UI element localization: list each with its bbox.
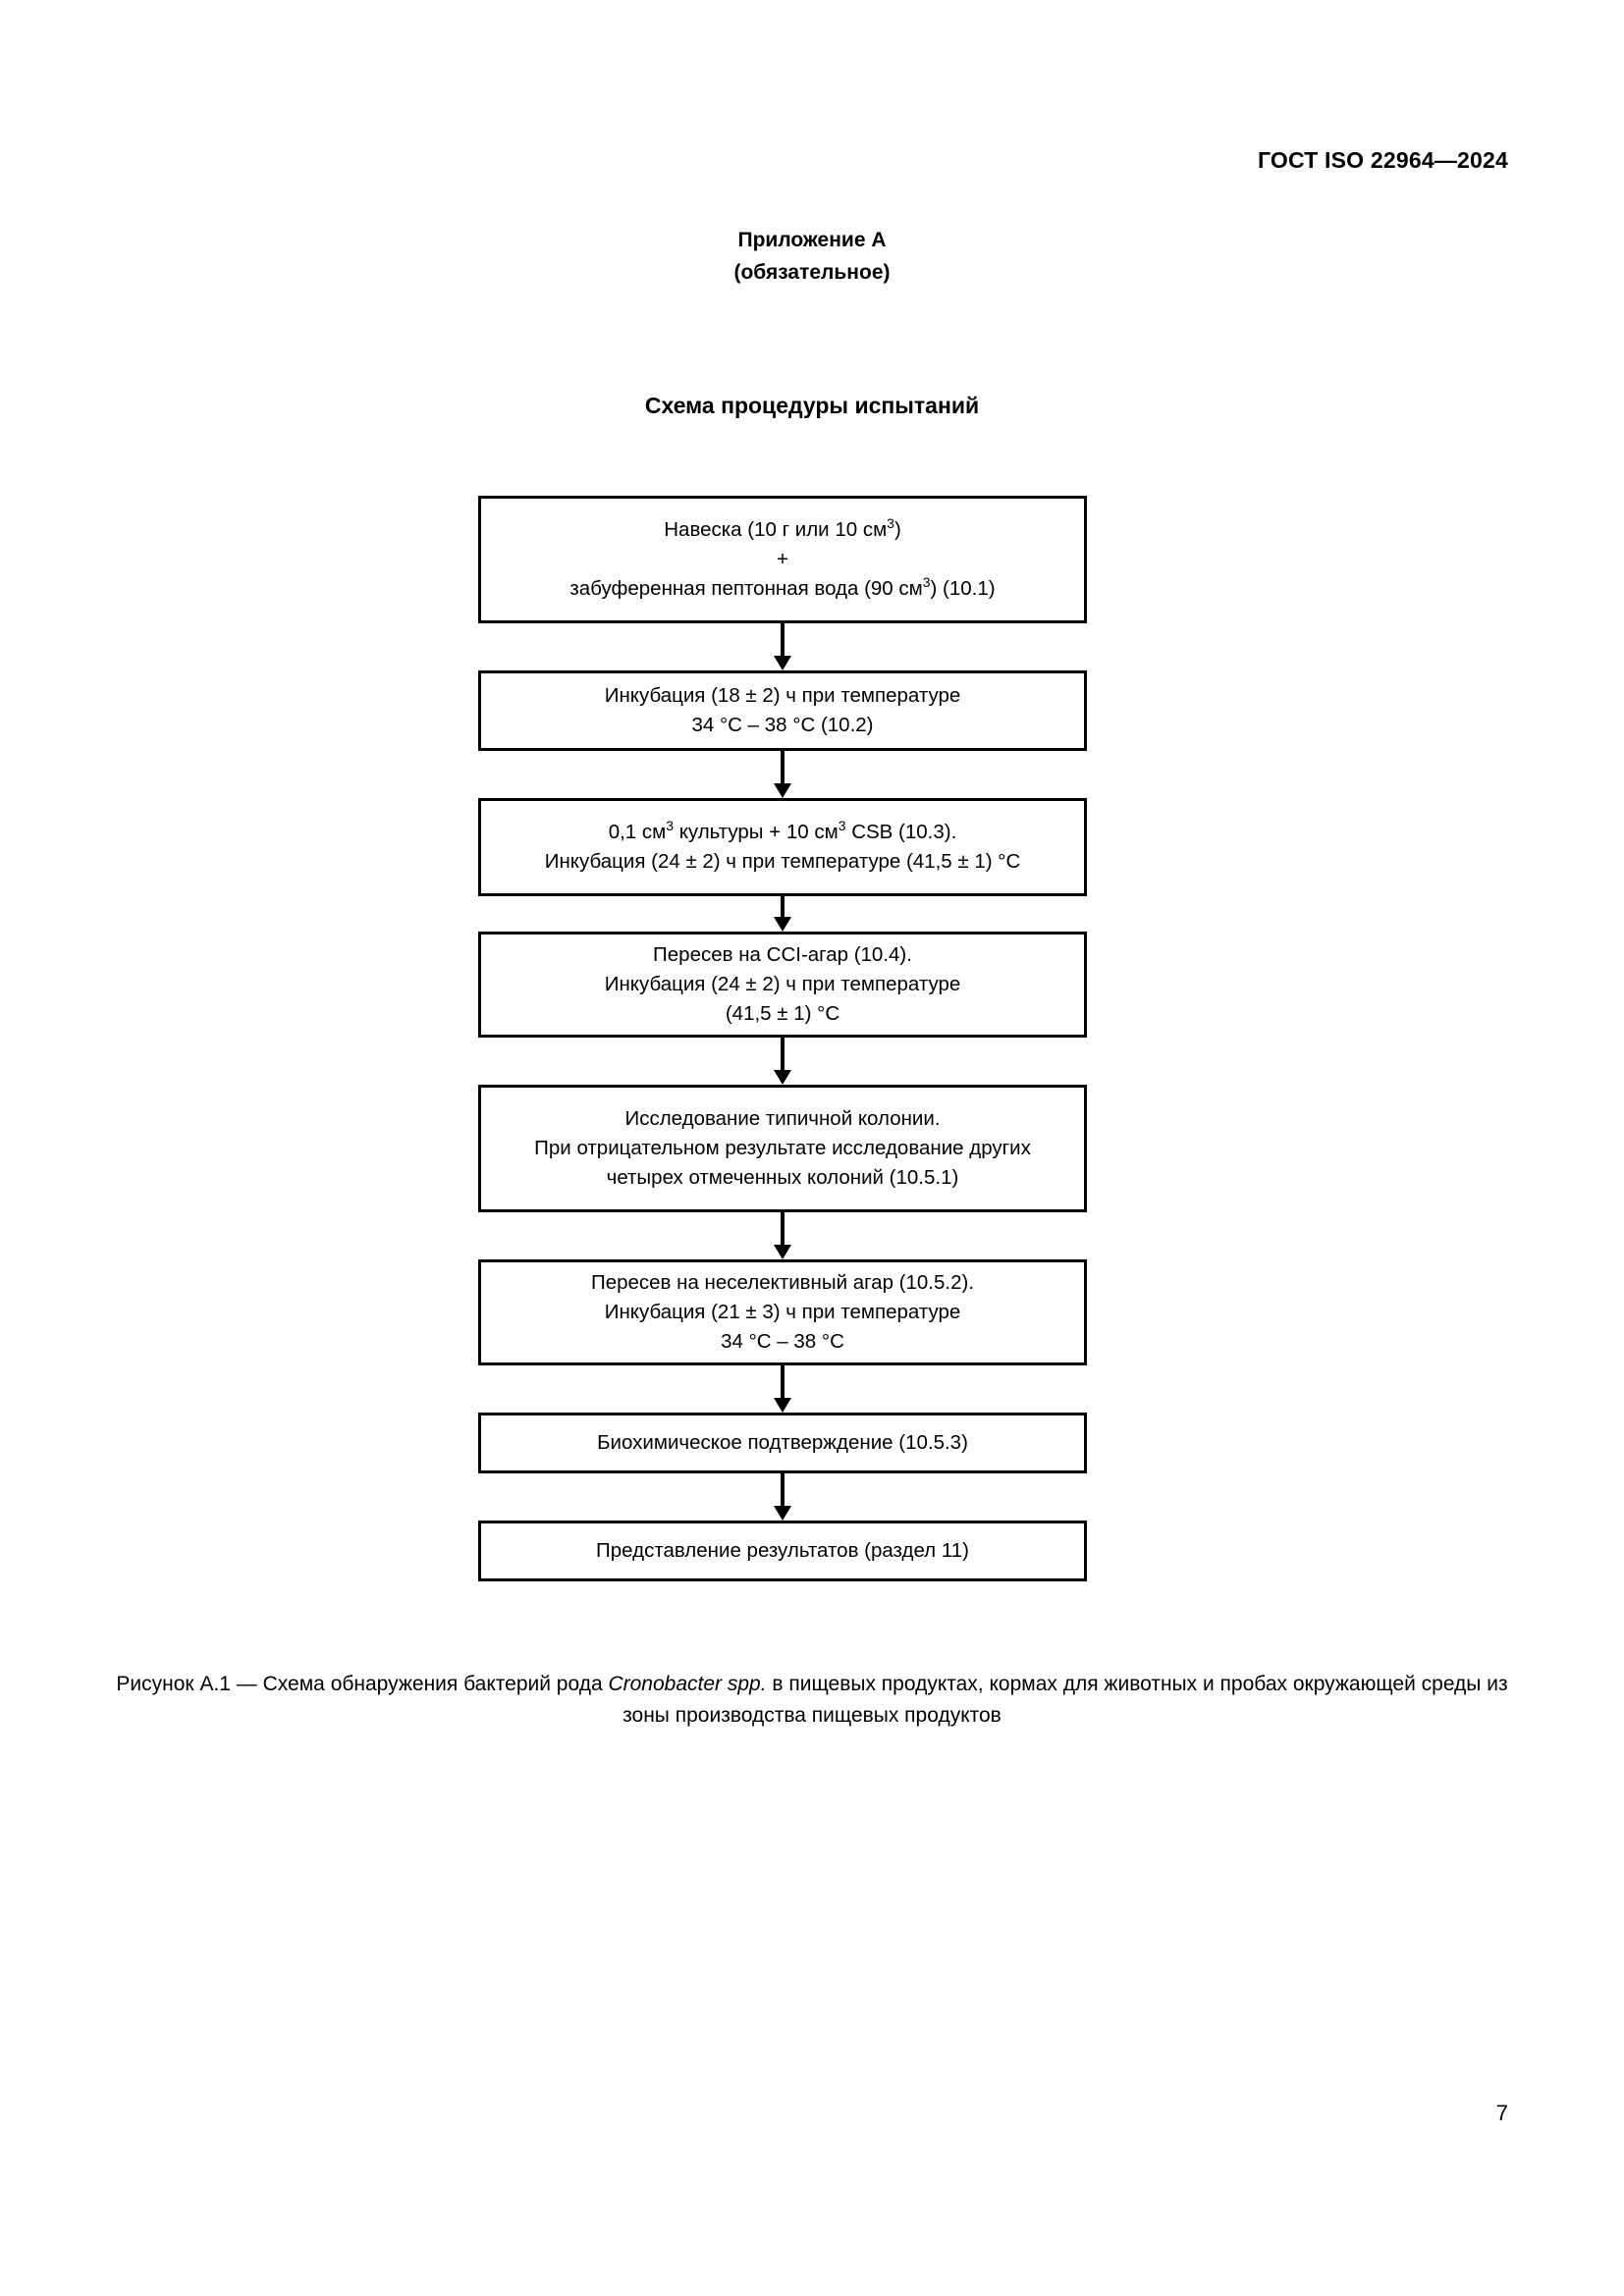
flow-node-line: Пересев на CCI-агар (10.4). <box>653 943 912 966</box>
document-header-standard: ГОСТ ISO 22964—2024 <box>1257 147 1508 173</box>
flow-node-nonselective-agar <box>478 1259 1087 1365</box>
flow-node-incubation-1 <box>478 670 1087 751</box>
flow-node-line: + <box>777 548 788 570</box>
annex-heading <box>0 224 1624 289</box>
arrow-stem <box>781 1038 785 1073</box>
annex-title-line: Приложение А <box>737 229 887 251</box>
figure-caption <box>108 1669 1516 1732</box>
flow-node-line: Инкубация (24 ± 2) ч при температуре <box>604 973 961 995</box>
page-number: 7 <box>1495 2101 1508 2125</box>
scheme-title: Схема процедуры испытаний <box>644 393 980 418</box>
flow-arrow <box>478 1365 1087 1413</box>
flowchart <box>478 496 1087 1581</box>
flow-node-results <box>478 1521 1087 1581</box>
arrow-stem <box>781 751 785 786</box>
flow-node-line: Исследование типичной колонии. <box>624 1107 941 1130</box>
figure-caption-before: Рисунок А.1 — Схема обнаружения бактерий рода <box>116 1673 609 1695</box>
arrow-stem <box>781 623 785 659</box>
flow-node-line: Инкубация (24 ± 2) ч при температуре (41,5 ± 1) °C <box>544 850 1021 873</box>
flow-node-line: 34 °C – 38 °C <box>721 1330 844 1353</box>
flow-arrow <box>478 623 1087 670</box>
flow-node-colony-study <box>478 1085 1087 1212</box>
flow-arrow <box>478 1473 1087 1521</box>
arrow-head-icon <box>774 1398 791 1413</box>
flow-arrow <box>478 751 1087 798</box>
arrow-stem <box>781 1212 785 1248</box>
flow-arrow <box>478 1038 1087 1085</box>
annex-subtitle-line: (обязательное) <box>733 261 891 284</box>
flow-node-biochemical <box>478 1413 1087 1473</box>
arrow-head-icon <box>774 917 791 932</box>
flow-node-cci-agar <box>478 932 1087 1038</box>
flow-node-csb <box>478 798 1087 896</box>
arrow-head-icon <box>774 1070 791 1085</box>
flow-arrow <box>478 896 1087 932</box>
arrow-head-icon <box>774 656 791 670</box>
arrow-head-icon <box>774 1506 791 1521</box>
flow-node-line: 0,1 $см^3$ культуры + 10 $см^3$ CSB (10.3). <box>608 818 957 843</box>
flow-node-sample <box>478 496 1087 623</box>
flow-node-line: четырех отмеченных колоний (10.5.1) <box>606 1166 959 1189</box>
flow-node-line: При отрицательном результате исследование других <box>534 1137 1031 1159</box>
flow-node-line: забуференная пептонная вода (90 $см^3$) (10.1) <box>569 574 996 600</box>
flow-node-line: 34 °C – 38 °C (10.2) <box>691 714 874 736</box>
flow-node-line: Пересев на неселективный агар (10.5.2). <box>590 1271 975 1294</box>
flow-node-line: Инкубация (21 ± 3) ч при температуре <box>604 1301 961 1323</box>
arrow-stem <box>781 1365 785 1401</box>
flow-node-line: Инкубация (18 ± 2) ч при температуре <box>604 684 961 707</box>
arrow-stem <box>781 1473 785 1509</box>
flow-node-line: Биохимическое подтверждение (10.5.3) <box>597 1431 968 1454</box>
arrow-head-icon <box>774 1245 791 1259</box>
flow-node-line: (41,5 ± 1) °C <box>725 1002 840 1025</box>
flow-arrow <box>478 1212 1087 1259</box>
figure-caption-species: Cronobacter spp. <box>608 1673 767 1695</box>
flow-node-line: Представление результатов (раздел 11) <box>596 1539 969 1562</box>
flow-node-line: Навеска (10 г или 10 $см^3$) <box>664 515 901 541</box>
arrow-head-icon <box>774 783 791 798</box>
figure-caption-after: в пищевых продуктах, кормах для животных и пробах окружающей среды из зоны производства пищевых продуктов <box>623 1673 1508 1727</box>
